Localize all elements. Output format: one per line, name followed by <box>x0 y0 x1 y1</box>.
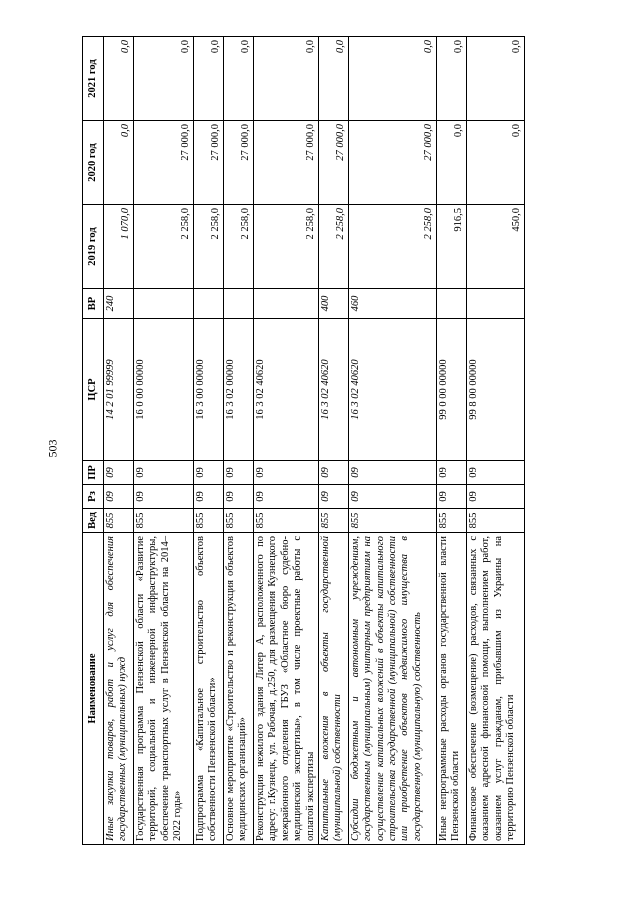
row-2020: 0,0 <box>104 121 134 205</box>
row-name: Иные непрограммные расходы органов государственной власти Пензенской области <box>436 533 466 845</box>
row-vr: 460 <box>348 289 436 319</box>
header-pr: ПР <box>83 461 104 485</box>
row-ved: 855 <box>436 509 466 533</box>
row-2019: 2 258,0 <box>348 205 436 289</box>
budget-table <box>82 36 525 845</box>
header-2021: 2021 год <box>83 37 104 121</box>
row-2021: 0,0 <box>194 37 224 121</box>
row-2021: 0,0 <box>104 37 134 121</box>
header-rz: Рз <box>83 485 104 509</box>
header-csr: ЦСР <box>83 319 104 461</box>
row-name: Финансовое обеспечение (возмещение) расходов, связанных с оказанием адресной финансовой помощи, выполнением работ, оказанием услуг гражданам, прибывшим из Украины на территорию Пензенской области <box>466 533 524 845</box>
row-vr: 400 <box>318 289 348 319</box>
header-ved: Вед <box>83 509 104 533</box>
row-2021: 0,0 <box>134 37 194 121</box>
row-2021: 0,0 <box>318 37 348 121</box>
row-2020: 27 000,0 <box>224 121 254 205</box>
row-pr: 09 <box>466 461 524 485</box>
table-header-row <box>83 37 104 845</box>
row-ved: 855 <box>254 509 319 533</box>
row-2020: 27 000,0 <box>254 121 319 205</box>
row-2019: 2 258,0 <box>254 205 319 289</box>
table-row <box>104 37 134 845</box>
row-vr <box>254 289 319 319</box>
row-2019: 1 070,0 <box>104 205 134 289</box>
row-ved: 855 <box>466 509 524 533</box>
table-row <box>436 37 466 845</box>
table-row <box>254 37 319 845</box>
row-vr <box>224 289 254 319</box>
row-csr: 16 3 02 40620 <box>348 319 436 461</box>
table-row <box>348 37 436 845</box>
row-vr <box>466 289 524 319</box>
row-name: Капитальные вложения в объекты государственной (муниципальной) собственности <box>318 533 348 845</box>
row-rz: 09 <box>348 485 436 509</box>
table-row <box>466 37 524 845</box>
row-2019: 2 258,0 <box>194 205 224 289</box>
row-rz: 09 <box>194 485 224 509</box>
row-ved: 855 <box>348 509 436 533</box>
row-2020: 27 000,0 <box>318 121 348 205</box>
row-rz: 09 <box>318 485 348 509</box>
row-2020: 27 000,0 <box>194 121 224 205</box>
row-pr: 09 <box>194 461 224 485</box>
header-vr: ВР <box>83 289 104 319</box>
table-row <box>134 37 194 845</box>
header-name: Наименование <box>83 533 104 845</box>
row-csr: 16 3 00 00000 <box>194 319 224 461</box>
row-csr: 16 3 02 40620 <box>254 319 319 461</box>
row-2021: 0,0 <box>254 37 319 121</box>
row-2019: 2 258,0 <box>224 205 254 289</box>
row-pr: 09 <box>318 461 348 485</box>
row-ved: 855 <box>224 509 254 533</box>
row-2019: 916,5 <box>436 205 466 289</box>
row-rz: 09 <box>224 485 254 509</box>
row-csr: 99 0 00 00000 <box>436 319 466 461</box>
row-2019: 450,0 <box>466 205 524 289</box>
row-csr: 16 0 00 00000 <box>134 319 194 461</box>
row-rz: 09 <box>254 485 319 509</box>
row-pr: 09 <box>348 461 436 485</box>
row-vr <box>194 289 224 319</box>
row-ved: 855 <box>134 509 194 533</box>
header-2019: 2019 год <box>83 205 104 289</box>
page-number: 503 <box>45 439 60 458</box>
row-ved: 855 <box>318 509 348 533</box>
row-pr: 09 <box>134 461 194 485</box>
row-ved: 855 <box>104 509 134 533</box>
row-2020: 27 000,0 <box>348 121 436 205</box>
header-2020: 2020 год <box>83 121 104 205</box>
row-name: Подпрограмма «Капитальное строительство объектов собственности Пензенской области» <box>194 533 224 845</box>
row-name: Государственная программа Пензенской области «Развитие территорий, социальной и инженерной инфраструктуры, обеспечение транспортных услуг в Пензенской области на 2014–2022 годы» <box>134 533 194 845</box>
row-csr: 99 8 00 00000 <box>466 319 524 461</box>
table-row <box>194 37 224 845</box>
row-pr: 09 <box>224 461 254 485</box>
row-vr <box>436 289 466 319</box>
row-2019: 2 258,0 <box>318 205 348 289</box>
row-2020: 0,0 <box>436 121 466 205</box>
row-ved: 855 <box>194 509 224 533</box>
row-name: Субсидии бюджетным и автономным учреждениям, государственным (муниципальным) унитарным предприятиям на осуществление капитальных вложений в объекты капитального строительства государственной (муниципальной) собственности или приобретение объектов недвижимого имущества в государственную (муниципальную) собственность <box>348 533 436 845</box>
row-rz: 09 <box>104 485 134 509</box>
row-2020: 0,0 <box>466 121 524 205</box>
row-pr: 09 <box>104 461 134 485</box>
row-name: Иные закупки товаров, работ и услуг для обеспечения государственных (муниципальных) нужд <box>104 533 134 845</box>
row-rz: 09 <box>466 485 524 509</box>
row-2021: 0,0 <box>348 37 436 121</box>
table-row <box>224 37 254 845</box>
row-name: Реконструкция нежилого здания Литер А, расположенного по адресу: г.Кузнецк, ул. Рабочая, д.250, для размещения Кузнецкого межрайонного отделения ГБУЗ «Областное бюро судебно-медицинской экспертизы», в том числе проектные работы с оплатой экспертизы <box>254 533 319 845</box>
row-pr: 09 <box>254 461 319 485</box>
row-csr: 14 2 01 99999 <box>104 319 134 461</box>
row-csr: 16 3 02 40620 <box>318 319 348 461</box>
table-row <box>318 37 348 845</box>
row-2021: 0,0 <box>436 37 466 121</box>
rotated-page <box>82 38 552 845</box>
row-csr: 16 3 02 00000 <box>224 319 254 461</box>
row-vr: 240 <box>104 289 134 319</box>
row-2021: 0,0 <box>466 37 524 121</box>
row-2020: 27 000,0 <box>134 121 194 205</box>
row-2019: 2 258,0 <box>134 205 194 289</box>
row-2021: 0,0 <box>224 37 254 121</box>
row-rz: 09 <box>436 485 466 509</box>
row-name: Основное мероприятие «Строительство и реконструкция объектов медицинских организаций» <box>224 533 254 845</box>
row-vr <box>134 289 194 319</box>
row-pr: 09 <box>436 461 466 485</box>
row-rz: 09 <box>134 485 194 509</box>
